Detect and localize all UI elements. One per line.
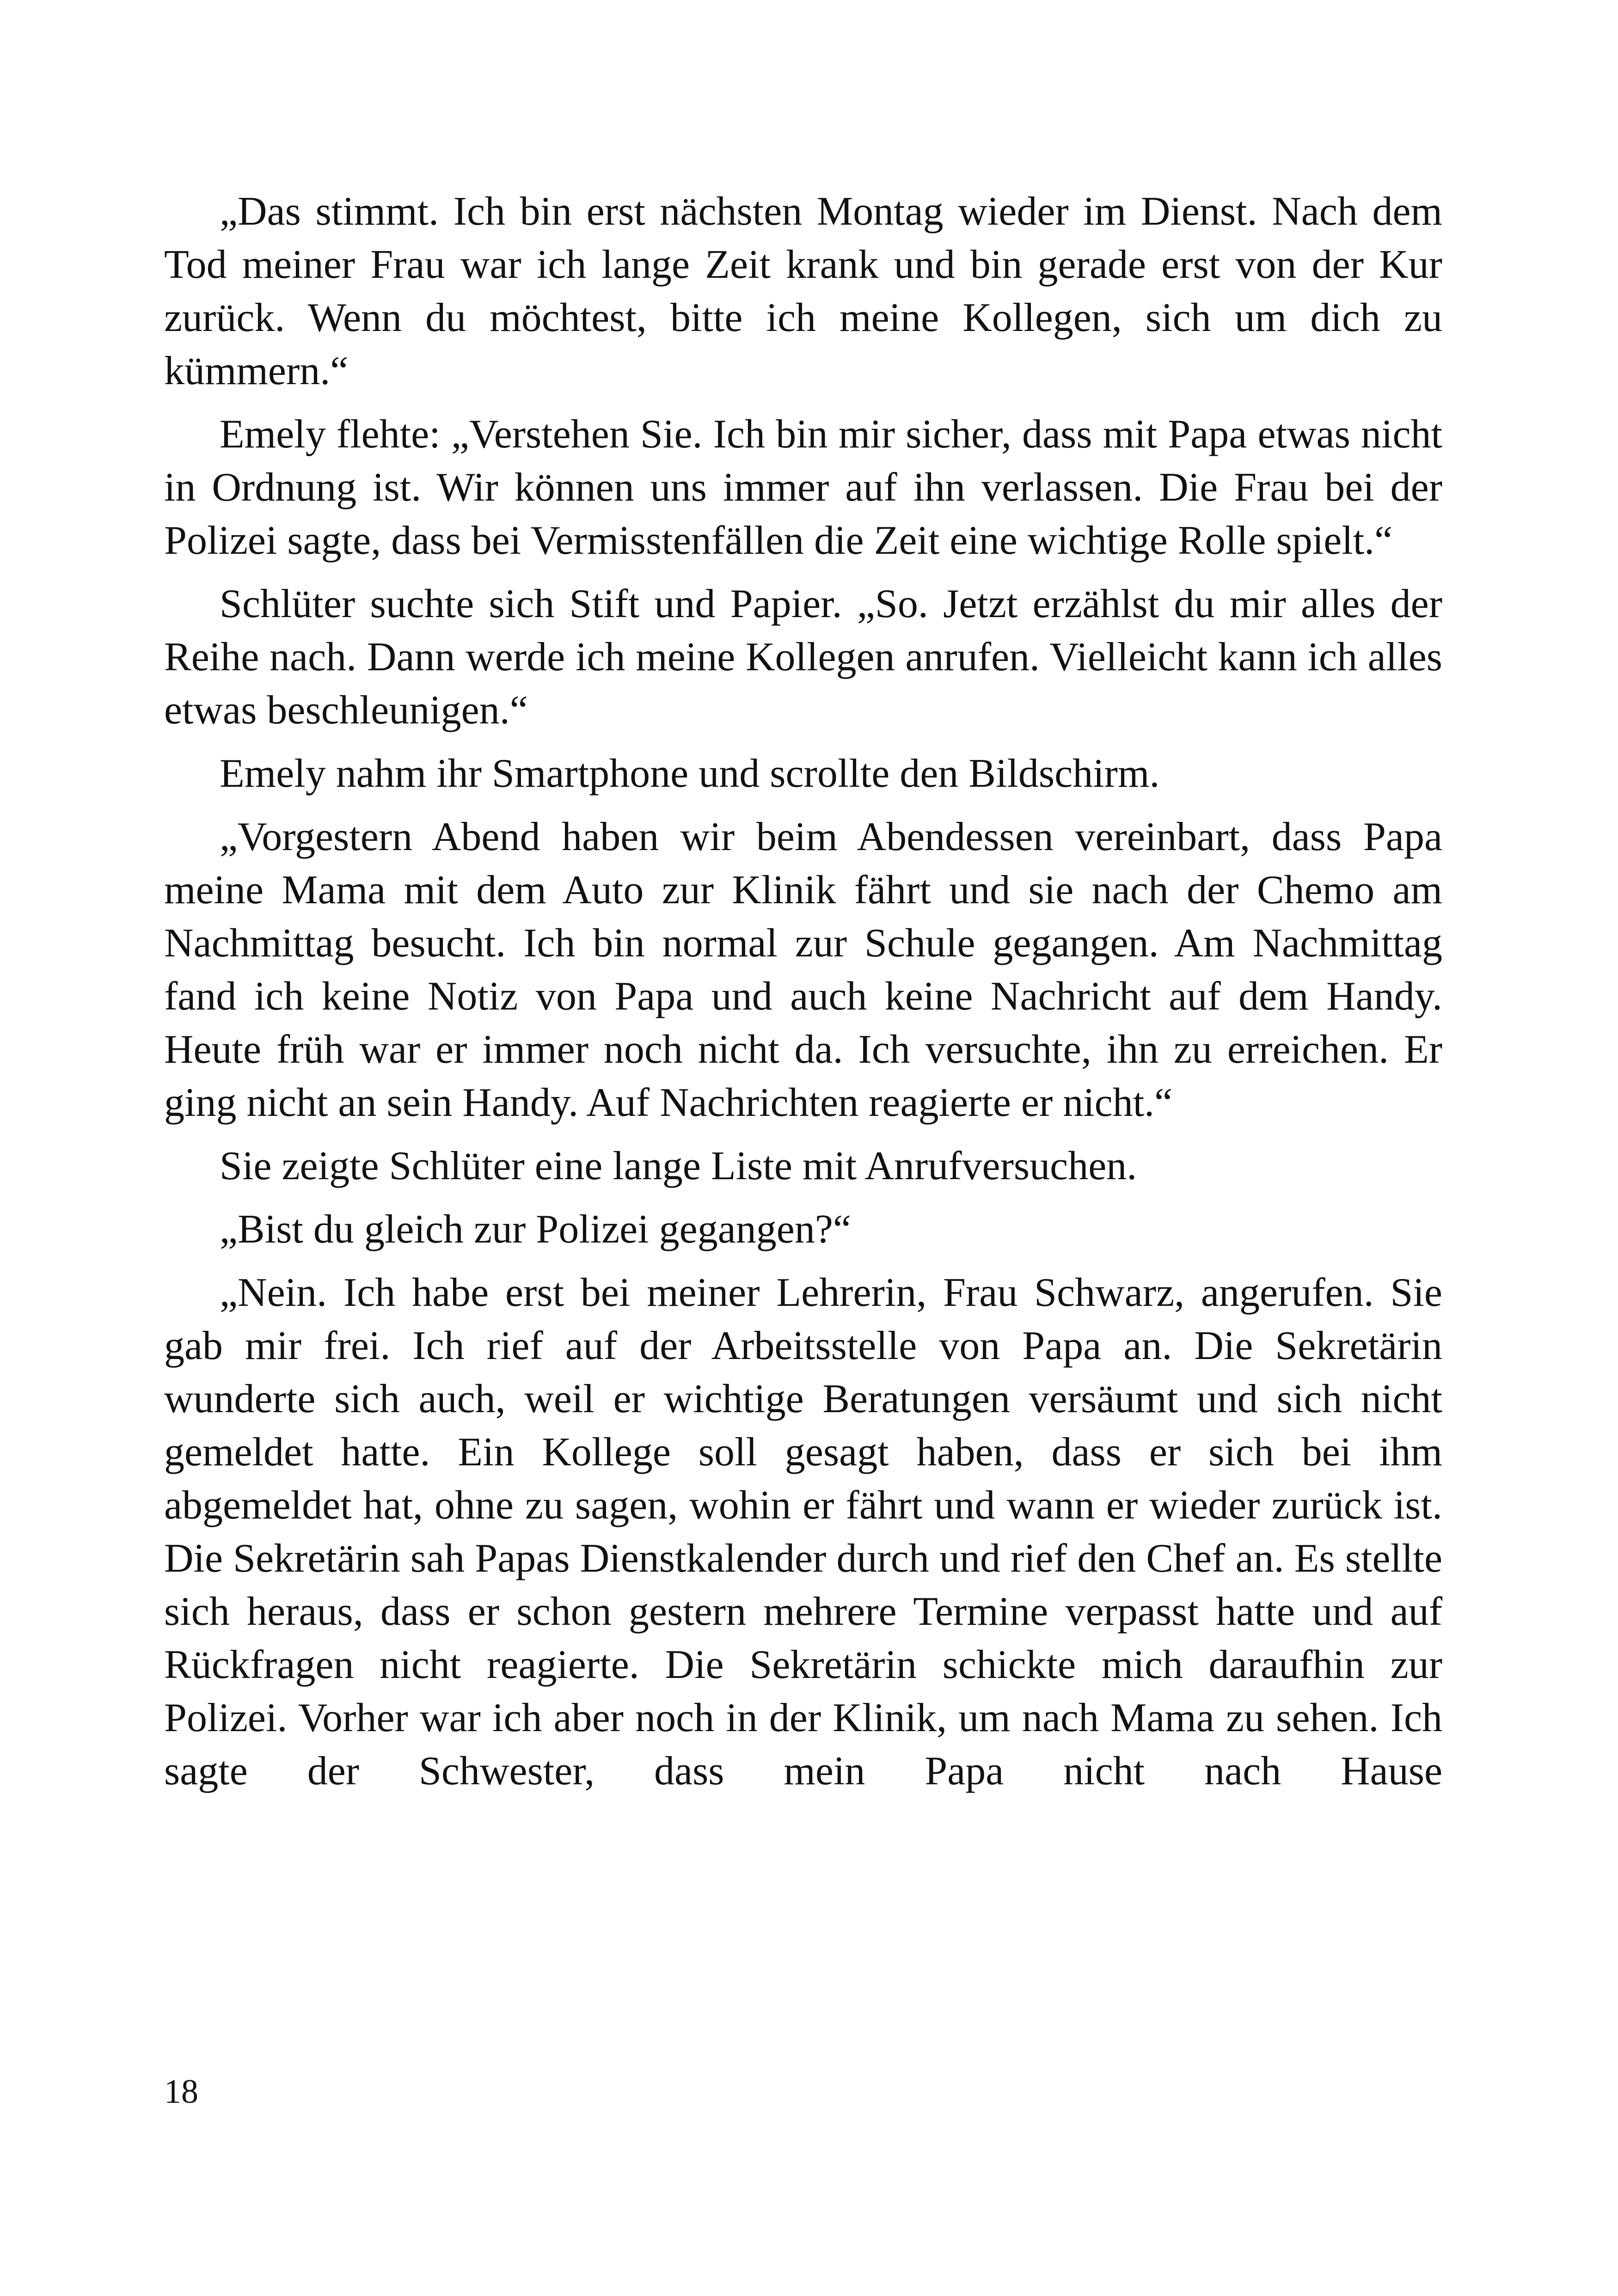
paragraph: „Bist du gleich zur Polizei gegangen?“ [220,1207,851,1252]
paragraph: „Vorgestern Abend haben wir beim Abendessen vereinbart, dass Papa meine Mama mit dem Auto zur Klinik fährt und sie nach der Chemo am Nachmittag besucht. Ich bin normal zur Schule gegangen. Am Nachmittag fand ich keine Notiz von Papa und auch keine Nachricht auf dem Handy. Heute früh war er immer noch nicht da. Ich versuchte, ihn zu erreichen. Er ging nicht an sein Handy. Auf Nachrichten reagierte er nicht.“ [164,814,1442,1125]
paragraph: „Nein. Ich habe erst bei meiner Lehrerin, Frau Schwarz, angerufen. Sie gab mir frei. Ich rief auf der Arbeitsstelle von Papa an. Die Sekretärin wunderte sich auch, weil er wichtige Beratungen versäumt und sich nicht gemeldet hatte. Ein Kollege soll gesagt haben, dass er sich bei ihm abgemeldet hat, ohne zu sagen, wohin er fährt und wann er wieder zurück ist. Die Sekretärin sah Papas Dienstkalender durch und rief den Chef an. Es stellte sich heraus, dass er schon gestern mehrere Termine verpasst hatte und auf Rückfragen nicht reagierte. Die Sekretärin schickte mich daraufhin zur Polizei. Vorher war ich aber noch in der Klinik, um nach Mama zu sehen. Ich sagte der Schwester, dass mein Papa nicht nach Hause [164,1270,1442,1794]
page-number: 18 [164,2073,198,2111]
paragraph: Sie zeigte Schlüter eine lange Liste mit Anrufversuchen. [220,1144,1137,1188]
paragraph: Schlüter suchte sich Stift und Papier. „So. Jetzt erzählst du mir alles der Reihe nach. Dann werde ich meine Kollegen anrufen. Vielleicht kann ich alles etwas beschleunigen.“ [164,582,1442,733]
body-text [164,185,1442,1798]
paragraph: Emely flehte: „Verstehen Sie. Ich bin mir sicher, dass mit Papa etwas nicht in Ordnung ist. Wir können uns immer auf ihn verlassen. Die Frau bei der Polizei sagte, dass bei Vermisstenfällen die Zeit eine wichtige Rolle spielt.“ [164,412,1442,563]
paragraph: „Das stimmt. Ich bin erst nächsten Montag wieder im Dienst. Nach dem Tod meiner Frau war ich lange Zeit krank und bin gerade erst von der Kur zurück. Wenn du möchtest, bitte ich meine Kollegen, sich um dich zu kümmern.“ [164,189,1442,393]
paragraph: Emely nahm ihr Smartphone und scrollte den Bildschirm. [220,751,1160,796]
